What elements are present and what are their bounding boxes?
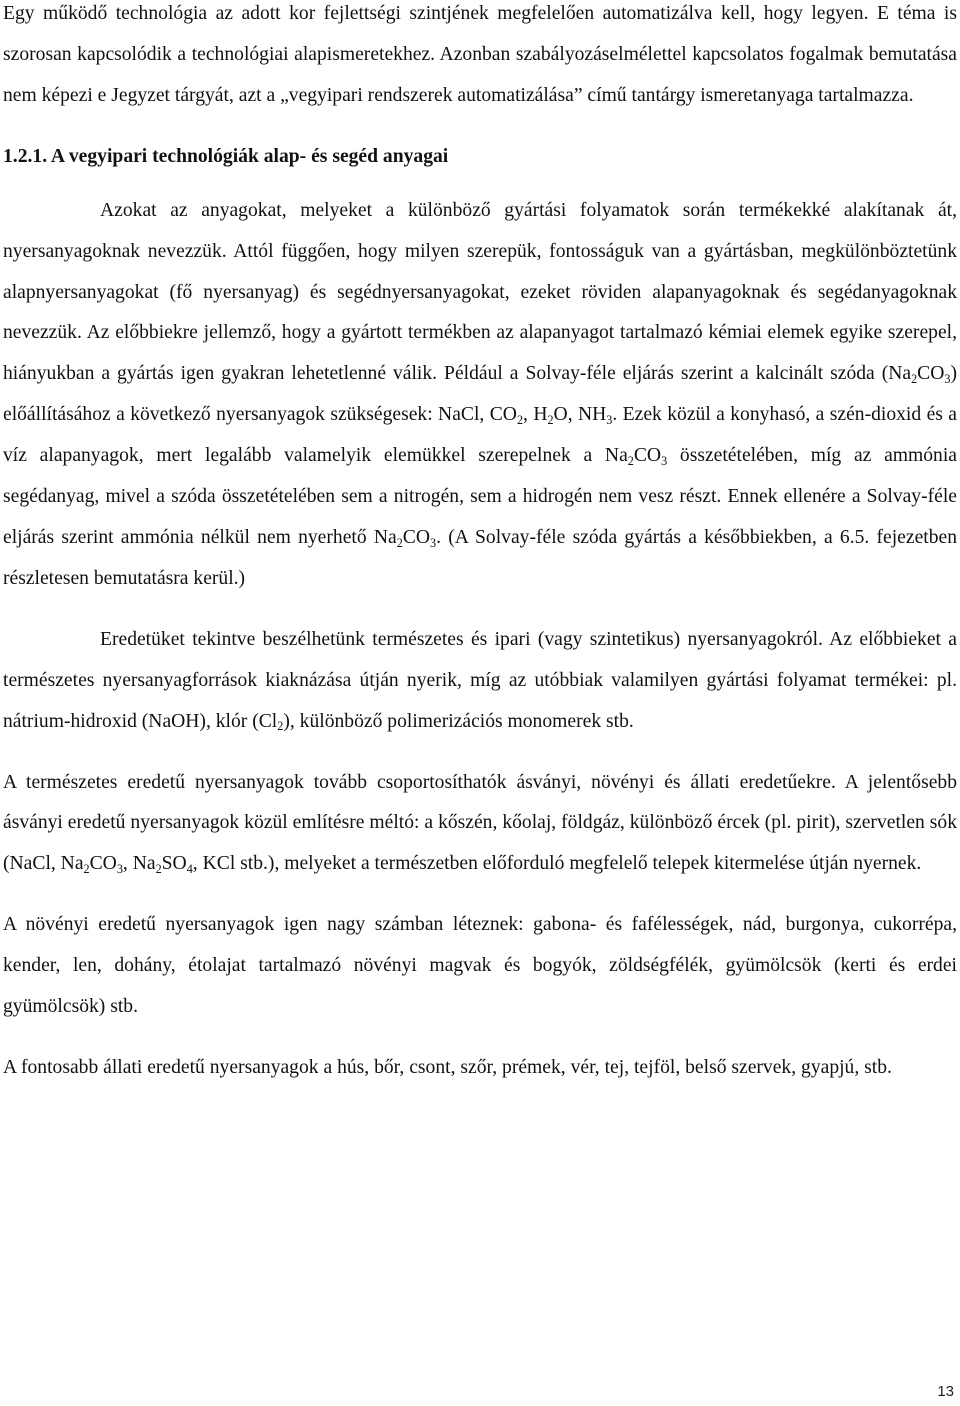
- paragraph-plant-materials: A növényi eredetű nyersanyagok igen nagy számban léteznek: gabona- és fafélességek, nád, burgonya, cukorrépa, kender, len, dohány, étolajat tartalmazó növényi magvak és bogyók, zöldségfélék, gyümölcsök (kerti és erdei gyümölcsök) stb.: [3, 914, 957, 1018]
- paragraph-raw-materials: Azokat az anyagokat, melyeket a különböző gyártási folyamatok során termékekké alakítanak át, nyersanyagoknak nevezzük. Attól függően, hogy milyen szerepük, fontosságuk van a gyártásban, megkülönböztetünk alapnyersanyagokat (fő nyersanyag) és segédnyersanyagokat, ezeket röviden alapanyagoknak és segédanyagoknak nevezzük. Az előbbiekre jellemző, hogy a gyártott termékben az alapanyagot tartalmazó kémiai elemek egyike szerepel, hiányukban a gyártás igen gyakran lehetetlenné válik. Például a Solvay-féle eljárás szerint a kalcinált szóda $(Na_2CO_3)$ előállításához a következő nyersanyagok szükségesek: NaCl, $CO_2$, $H_2O$, $NH_3$. Ezek közül a konyhasó, a szén-dioxid és a víz alapanyagok, mert legalább valamelyik elemükkel szerepelnek a $Na_2CO_3$ összetételében, míg az ammónia segédanyag, mivel a szóda összetételében sem a nitrogén, sem a hidrogén nem vesz részt. Ennek ellenére a Solvay-féle eljárás szerint ammónia nélkül nem nyerhető $Na_2CO_3$. (A Solvay-féle szóda gyártás a későbbiekben, a 6.5. fejezetben részletesen bemutatásra kerül.): [3, 199, 957, 589]
- paragraph-animal-materials: A fontosabb állati eredetű nyersanyagok a hús, bőr, csont, szőr, prémek, vér, tej, tejföl, belső szervek, gyapjú, stb.: [3, 1056, 892, 1078]
- intro-paragraph: Egy működő technológia az adott kor fejlettségi szintjének megfelelően automatizálva kell, hogy legyen. E téma is szorosan kapcsolódik a technológiai alapismeretekhez. Azonban szabályozáselmélettel kapcsolatos fogalmak bemutatása nem képezi e Jegyzet tárgyát, azt a „vegyipari rendszerek automatizálása” című tantárgy ismeretanyaga tartalmazza.: [3, 3, 957, 106]
- document-page: [3, 0, 957, 1089]
- paragraph-origin: Eredetüket tekintve beszélhetünk természetes és ipari (vagy szintetikus) nyersanyagokról. Az előbbieket a természetes nyersanyagforrások kiaknázása útján nyerik, míg az utóbbiak valamilyen gyártási folyamat termékei: pl. nátrium-hidroxid (NaOH), klór $(Cl_2)$, különböző polimerizációs monomerek stb.: [3, 628, 957, 734]
- paragraph-natural-materials: A természetes eredetű nyersanyagok tovább csoportosíthatók ásványi, növényi és állati eredetűekre. A jelentősebb ásványi eredetű nyersanyagok közül említésre méltó: a kőszén, kőolaj, földgáz, különböző ércek (pl. pirit), szervetlen sók (NaCl, $Na_2CO_3$, $Na_2SO_4$, KCl stb.), melyeket a természetben előforduló megfelelő telepek kitermelése útján nyernek.: [3, 771, 957, 877]
- page-number: 13: [937, 1383, 954, 1400]
- section-title: A vegyipari technológiák alap- és segéd anyagai: [50, 145, 449, 167]
- section-number: 1.2.1.: [3, 145, 48, 167]
- section-heading: [3, 137, 957, 177]
